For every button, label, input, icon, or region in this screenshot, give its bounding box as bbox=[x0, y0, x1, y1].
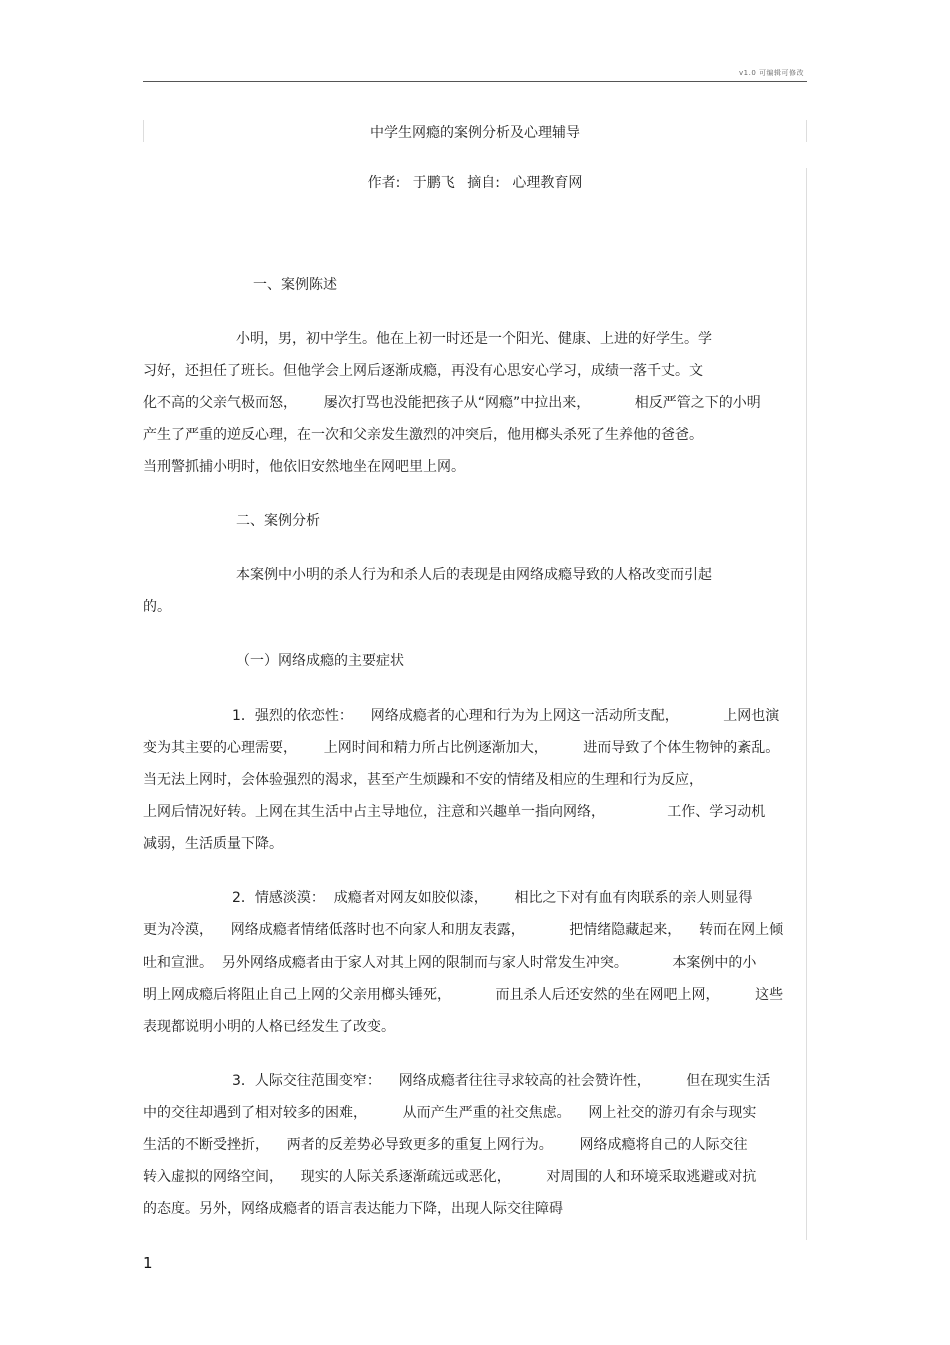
text-line: 1．强烈的依恋性： 网络成瘾者的心理和行为为上网这一活动所支配， 上网也演 bbox=[232, 708, 780, 724]
text-line: 吐和宣泄。 另外网络成瘾者由于家人对其上网的限制而与家人时常发生冲突。 本案例中的小 bbox=[143, 955, 757, 971]
text-line: 表现都说明小明的人格已经发生了改变。 bbox=[143, 1019, 395, 1035]
text-line: 本案例中小明的杀人行为和杀人后的表现是由网络成瘾导致的人格改变而引起 bbox=[236, 567, 712, 583]
section-heading-2: 二、案例分析 bbox=[236, 513, 320, 529]
text-line: 习好，还担任了班长。但他学会上网后逐渐成瘾，再没有心思安心学习，成绩一落千丈。文 bbox=[143, 363, 703, 379]
text-line: 的态度。另外，网络成瘾者的语言表达能力下降，出现人际交往障碍 bbox=[143, 1201, 563, 1217]
text-line: 减弱，生活质量下降。 bbox=[143, 836, 283, 852]
text-line: 转入虚拟的网络空间， 现实的人际关系逐渐疏远或恶化， 对周围的人和环境采取逃避或对抗 bbox=[143, 1169, 757, 1185]
text-line: 产生了严重的逆反心理，在一次和父亲发生激烈的冲突后，他用榔头杀死了生养他的爸爸。 bbox=[143, 427, 703, 443]
document-byline: 作者: 于鹏飞 摘自: 心理教育网 bbox=[367, 175, 583, 191]
version-note: v1.0 可编辑可修改 bbox=[739, 69, 804, 77]
margin-line-right-body bbox=[806, 168, 807, 1240]
subsection-heading: （一）网络成瘾的主要症状 bbox=[236, 653, 404, 669]
document-title: 中学生网瘾的案例分析及心理辅导 bbox=[370, 125, 580, 141]
text-line: 化不高的父亲气极而怒， 屡次打骂也没能把孩子从“网瘾”中拉出来， 相反严管之下的小明 bbox=[143, 395, 761, 411]
text-line: 3．人际交往范围变窄： 网络成瘾者往往寻求较高的社会赞许性， 但在现实生活 bbox=[232, 1073, 771, 1089]
text-line: 当刑警抓捕小明时，他依旧安然地坐在网吧里上网。 bbox=[143, 459, 465, 475]
text-line: 明上网成瘾后将阻止自己上网的父亲用榔头锤死， 而且杀人后还安然的坐在网吧上网， 这些 bbox=[143, 987, 784, 1003]
section-heading-1: 一、案例陈述 bbox=[253, 277, 337, 293]
text-line: 2．情感淡漠： 成瘾者对网友如胶似漆， 相比之下对有血有肉联系的亲人则显得 bbox=[232, 890, 753, 906]
text-line: 生活的不断受挫折， 两者的反差势必导致更多的重复上网行为。 网络成瘾将自己的人际交往 bbox=[143, 1137, 748, 1153]
text-line: 上网后情况好转。上网在其生活中占主导地位，注意和兴趣单一指向网络， 工作、学习动机 bbox=[143, 804, 766, 820]
text-line: 更为冷漠， 网络成瘾者情绪低落时也不向家人和朋友表露， 把情绪隐藏起来， 转而在网上倾 bbox=[143, 922, 784, 938]
page-number: 1 bbox=[143, 1254, 153, 1272]
text-line: 当无法上网时，会体验强烈的渴求，甚至产生烦躁和不安的情绪及相应的生理和行为反应， bbox=[143, 772, 703, 788]
text-line: 小明，男，初中学生。他在上初一时还是一个阳光、健康、上进的好学生。学 bbox=[236, 331, 712, 347]
text-line: 变为其主要的心理需要， 上网时间和精力所占比例逐渐加大， 进而导致了个体生物钟的紊乱。 bbox=[143, 740, 780, 756]
header-rule bbox=[143, 81, 807, 82]
text-line: 的。 bbox=[143, 599, 171, 615]
text-line: 中的交往却遇到了相对较多的困难， 从而产生严重的社交焦虑。 网上社交的游刃有余与现实 bbox=[143, 1105, 757, 1121]
